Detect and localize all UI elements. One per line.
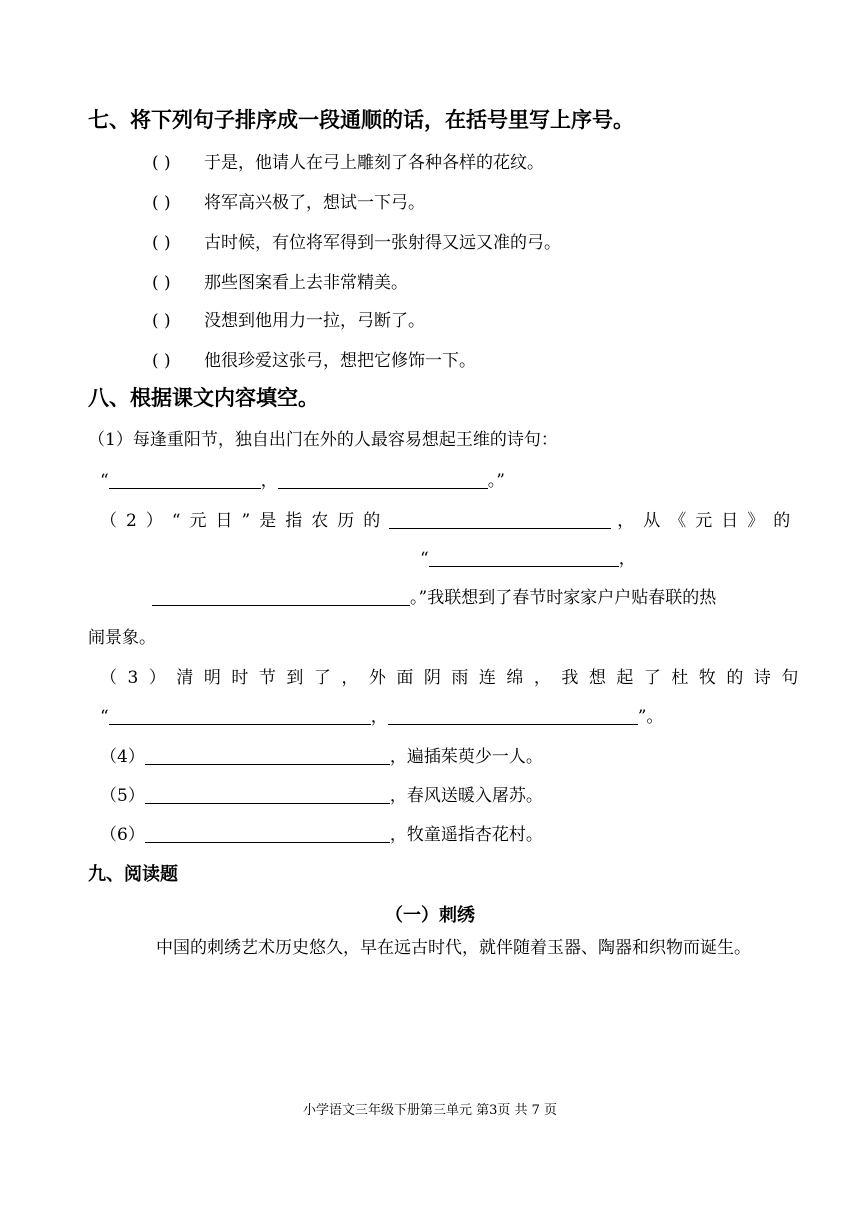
question-1-blanks: [100, 466, 505, 491]
ordering-text: 将军高兴极了，想试一下弓。: [204, 193, 425, 213]
period: 。: [410, 588, 419, 608]
ordering-text: 没想到他用力一拉，弓断了。: [204, 311, 425, 331]
question-2-line-1: [100, 506, 799, 531]
ordering-item-5: [152, 306, 425, 331]
fill-blank[interactable]: [388, 706, 638, 725]
ordering-text: 古时候，有位将军得到一张射得又远又准的弓。: [204, 233, 561, 253]
question-text: ，春风送暖入屠苏。: [389, 786, 543, 806]
section-9-heading: 九、阅读题: [88, 864, 178, 885]
passage-paragraph: 中国的刺绣艺术历史悠久，早在远古时代，就伴随着玉器、陶器和织物而诞生。: [156, 938, 751, 958]
question-6: [100, 820, 543, 845]
open-quote: “: [100, 707, 109, 727]
page-footer: 小学语文三年级下册第三单元 第3页 共 7 页: [302, 1103, 558, 1118]
section-8-heading: 八、根据课文内容填空。: [88, 386, 319, 410]
comma: ，: [370, 707, 388, 727]
ordering-item-4: [152, 268, 408, 293]
open-quote: “: [100, 471, 109, 491]
ordering-text: 于是，他请人在弓上雕刻了各种各样的花纹。: [204, 153, 544, 173]
question-5: [100, 781, 543, 806]
question-2-line-3: [152, 583, 716, 608]
question-number: （4）: [100, 747, 145, 767]
question-2-line-4: 闹景象。: [88, 628, 156, 648]
fill-blank[interactable]: [389, 510, 611, 529]
fill-blank[interactable]: [109, 706, 371, 725]
question-2-start: （2）“元日”是指农历的: [100, 511, 390, 531]
question-2-line-2: [420, 544, 636, 569]
question-number: （5）: [100, 786, 145, 806]
question-1-prompt: （1）每逢重阳节，独自出门在外的人最容易想起王维的诗句：: [88, 430, 558, 450]
section-7-heading: 七、将下列句子排序成一段通顺的话，在括号里写上序号。: [88, 108, 634, 132]
question-text: ，牧童遥指杏花村。: [389, 825, 543, 845]
fill-blank[interactable]: [278, 470, 488, 489]
fill-blank[interactable]: [109, 470, 261, 489]
question-text: ，遍插茱萸少一人。: [389, 747, 543, 767]
ordering-text: 那些图案看上去非常精美。: [204, 273, 408, 293]
close-quote: ”。: [637, 707, 664, 727]
comma: ，: [618, 549, 636, 569]
question-3-blanks: [100, 702, 663, 727]
answer-paren[interactable]: ( ): [152, 351, 171, 371]
ordering-item-6: [152, 346, 476, 371]
question-4: [100, 742, 543, 767]
answer-paren[interactable]: ( ): [152, 233, 171, 253]
question-2-tail: ”我联想到了春节时家家户户贴春联的热: [418, 588, 717, 608]
fill-blank[interactable]: [145, 746, 390, 765]
question-number: （6）: [100, 825, 145, 845]
question-3-prompt: （3）清明时节到了，外面阴雨连绵，我想起了杜牧的诗句: [100, 668, 809, 688]
ordering-text: 他很珍爱这张弓，想把它修饰一下。: [204, 351, 476, 371]
fill-blank[interactable]: [429, 548, 619, 567]
close-quote: 。”: [487, 471, 505, 491]
open-quote: “: [420, 549, 429, 569]
fill-blank[interactable]: [145, 824, 390, 843]
ordering-item-1: [152, 148, 544, 173]
fill-blank[interactable]: [145, 785, 390, 804]
fill-blank[interactable]: [152, 587, 410, 606]
comma: ，: [260, 471, 278, 491]
ordering-item-3: [152, 228, 561, 253]
answer-paren[interactable]: ( ): [152, 193, 171, 213]
answer-paren[interactable]: ( ): [152, 273, 171, 293]
question-2-mid: ，从《元日》的: [617, 511, 800, 531]
ordering-item-2: [152, 188, 425, 213]
answer-paren[interactable]: ( ): [152, 153, 171, 173]
passage-title: （一）刺绣: [385, 905, 475, 926]
answer-paren[interactable]: ( ): [152, 311, 171, 331]
